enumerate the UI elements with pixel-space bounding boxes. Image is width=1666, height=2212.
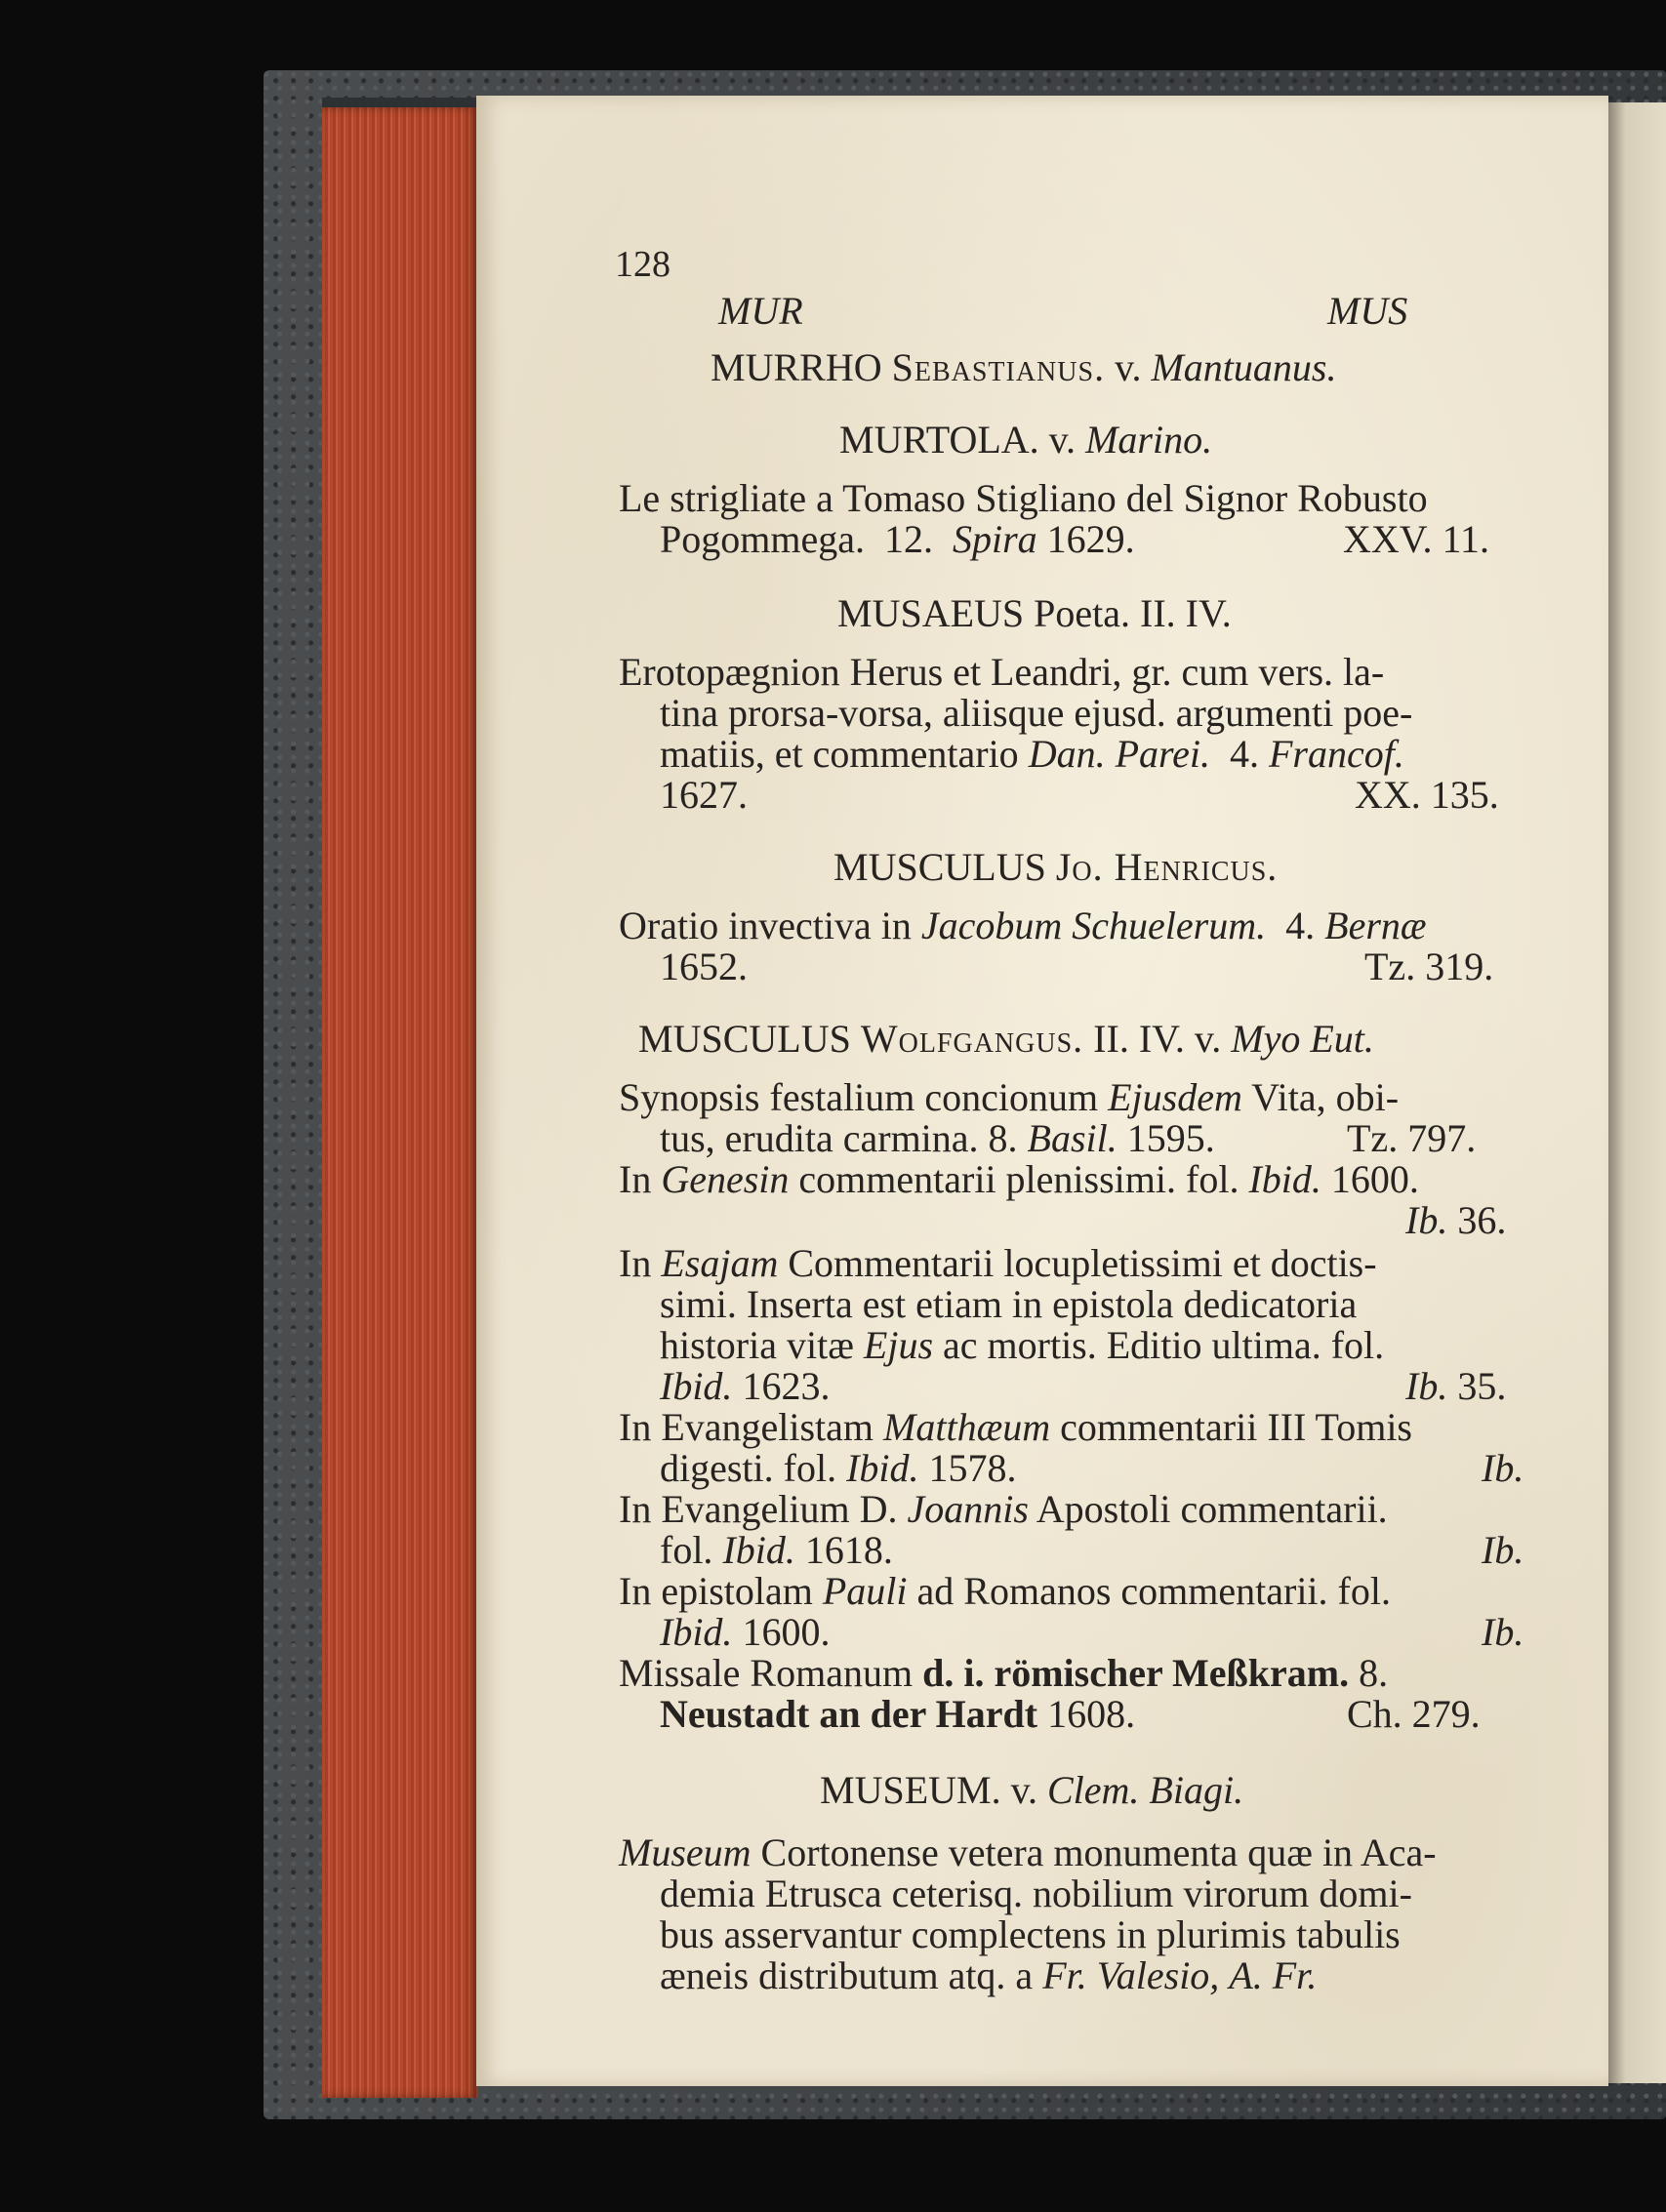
- cross-ref-marker: v.: [1048, 418, 1077, 462]
- page-number: 128: [615, 244, 670, 285]
- text-run: In epistolam: [619, 1569, 813, 1613]
- entry-line: demia Etrusca ceterisq. nobilium virorum domi-: [660, 1871, 1412, 1915]
- format: 4.: [1229, 732, 1259, 776]
- cross-ref-marker: v.: [1194, 1017, 1222, 1061]
- entry-line: [619, 905, 1427, 946]
- text-run: Pogommega.: [660, 517, 865, 561]
- text-run: commentarii III Tomis: [1060, 1405, 1412, 1449]
- text-italic: Museum: [619, 1830, 752, 1874]
- text-run: ad Romanos commentarii. fol.: [916, 1569, 1391, 1613]
- person-name: Fr. Valesio,: [1042, 1953, 1220, 1997]
- place: Francof.: [1268, 732, 1404, 776]
- text-run: Missale Romanum: [619, 1651, 914, 1695]
- year: 1578.: [928, 1446, 1017, 1490]
- cross-ref-target: Clem. Biagi.: [1047, 1768, 1244, 1812]
- text-run: fol.: [660, 1528, 713, 1572]
- text-italic: Matthæum: [883, 1405, 1051, 1449]
- place: Bernæ: [1324, 904, 1427, 947]
- text-italic: Ejusdem: [1108, 1075, 1242, 1119]
- entry-line: [619, 1407, 1412, 1448]
- text-run: 35.: [1457, 1364, 1507, 1408]
- heading-name: MUSCULUS: [833, 845, 1046, 889]
- running-head-right: MUS: [1327, 289, 1408, 333]
- entry-line: [660, 1530, 893, 1571]
- shelf-mark: Ib.: [1482, 1610, 1524, 1654]
- facing-page-edge: [1608, 102, 1666, 2083]
- place: Ibid.: [660, 1364, 733, 1408]
- place: Ibid.: [846, 1446, 919, 1490]
- text-blackletter: Neustadt an der Hardt: [660, 1692, 1038, 1736]
- entry-line: [660, 1366, 830, 1407]
- entry-heading-musculus-wolfgangus: [638, 1019, 1374, 1060]
- entry-line: [619, 1077, 1399, 1118]
- classification: II. IV.: [1093, 1017, 1185, 1061]
- entry-line: simi. Inserta est etiam in epistola dedicatoria: [660, 1282, 1358, 1326]
- text-italic: Genesin: [661, 1157, 790, 1201]
- place: Ibid.: [660, 1610, 733, 1654]
- text-run: Cortonense vetera monumenta quæ in Aca-: [760, 1830, 1437, 1874]
- text-italic: Ib.: [1405, 1364, 1448, 1408]
- entry-line: [619, 1159, 1419, 1200]
- year: 1623.: [742, 1364, 831, 1408]
- text-italic: Pauli: [822, 1569, 908, 1613]
- year: 1595.: [1126, 1116, 1215, 1160]
- text-run: In Evangelistam: [619, 1405, 874, 1449]
- format: 8.: [1359, 1651, 1389, 1695]
- text-blackletter: d. i. römischer Meßkram.: [922, 1651, 1350, 1695]
- text-run: tus, erudita carmina. 8.: [660, 1116, 1018, 1160]
- entry-heading-musaeus: MUSAEUS Poeta. II. IV.: [837, 591, 1232, 635]
- text-run: æneis distributum atq. a: [660, 1953, 1034, 1997]
- person-name: Jacobum Schuelerum.: [920, 904, 1267, 947]
- entry-heading-musculus-jo: [833, 847, 1278, 888]
- text-run: In: [619, 1157, 652, 1201]
- entry-line: Le strigliate a Tomaso Stigliano del Signor Robusto: [619, 476, 1428, 520]
- text-run: Vita, obi-: [1251, 1075, 1400, 1119]
- heading-forename: Jo. Henricus.: [1055, 845, 1279, 889]
- shelf-mark: XX. 135.: [1355, 773, 1499, 817]
- text-italic: Joannis: [907, 1487, 1029, 1531]
- cross-ref-target: Marino.: [1085, 418, 1213, 462]
- entry-line: [660, 1955, 1317, 1996]
- year: 1618.: [804, 1528, 893, 1572]
- book-page: [476, 96, 1608, 2086]
- running-head-left: MUR: [718, 289, 803, 333]
- text-run: In Evangelium D.: [619, 1487, 898, 1531]
- entry-line: [619, 1571, 1391, 1612]
- text-run: ac mortis. Editio ultima. fol.: [943, 1323, 1385, 1367]
- text-run: digesti. fol.: [660, 1446, 837, 1490]
- entry-heading-murtola: [839, 420, 1212, 461]
- shelf-mark: Tz. 797.: [1347, 1116, 1477, 1160]
- place: Basil.: [1027, 1116, 1117, 1160]
- shelf-mark: Ib.: [1482, 1446, 1524, 1490]
- place: Ibid.: [1248, 1157, 1321, 1201]
- text-run: Commentarii locupletissimi et doctis-: [788, 1241, 1377, 1285]
- shelf-mark: Ib.: [1482, 1528, 1524, 1572]
- place: Ibid.: [722, 1528, 795, 1572]
- text-italic: Ib.: [1405, 1198, 1448, 1242]
- entry-line: [660, 1325, 1384, 1366]
- entry-line: [619, 1489, 1388, 1530]
- text-run: historia vitæ: [660, 1323, 854, 1367]
- shelf-mark: XXV. 11.: [1343, 517, 1490, 561]
- red-page-edge: [322, 107, 478, 2098]
- year: 1629.: [1046, 517, 1135, 561]
- entry-heading-murrho: [711, 347, 1336, 388]
- entry-line: Erotopægnion Herus et Leandri, gr. cum vers. la-: [619, 650, 1385, 694]
- text-run: In: [619, 1241, 652, 1285]
- cross-ref-marker: v.: [1115, 345, 1142, 389]
- shelf-mark: [1405, 1366, 1506, 1407]
- heading-forename: Sebastianus.: [891, 345, 1106, 389]
- text-run: Oratio invectiva in: [619, 904, 912, 947]
- year: 1627.: [660, 773, 748, 817]
- entry-line: [660, 1612, 830, 1653]
- cross-ref-marker: v.: [1010, 1768, 1037, 1812]
- heading-name: MUSCULUS: [638, 1017, 851, 1061]
- text-run: matiis, et commentario: [660, 732, 1019, 776]
- shelf-mark: Tz. 319.: [1364, 945, 1494, 988]
- cross-ref-target: Mantuanus.: [1151, 345, 1337, 389]
- person-name: A. Fr.: [1229, 1953, 1318, 1997]
- format: 4.: [1285, 904, 1316, 947]
- entry-heading-museum: [820, 1770, 1243, 1811]
- text-run: 36.: [1457, 1198, 1507, 1242]
- heading-name: MURTOLA.: [839, 418, 1039, 462]
- heading-forename: Wolfgangus.: [860, 1017, 1084, 1061]
- heading-name: MUSEUM.: [820, 1768, 1001, 1812]
- shelf-mark: Ch. 279.: [1347, 1692, 1481, 1736]
- shelf-mark: [1405, 1200, 1506, 1241]
- text-run: commentarii plenissimi. fol.: [798, 1157, 1239, 1201]
- format: 12.: [883, 517, 933, 561]
- entry-line: [660, 1448, 1017, 1489]
- text-run: Synopsis festalium concionum: [619, 1075, 1099, 1119]
- entry-line: tina prorsa-vorsa, aliisque ejusd. argumenti poe-: [660, 691, 1413, 735]
- entry-line: bus asservantur complectens in plurimis tabulis: [660, 1912, 1401, 1956]
- author-name: Dan. Parei.: [1028, 732, 1210, 776]
- entry-line: [619, 1832, 1437, 1873]
- year: 1608.: [1047, 1692, 1136, 1736]
- entry-line: [660, 519, 1135, 560]
- place: Spira: [952, 517, 1037, 561]
- text-italic: Ejus: [863, 1323, 934, 1367]
- text-italic: Esajam: [661, 1241, 779, 1285]
- entry-line: [619, 1653, 1388, 1694]
- entry-line: [660, 734, 1404, 775]
- entry-line: [660, 1118, 1215, 1159]
- entry-line: [619, 1243, 1377, 1284]
- text-run: Apostoli commentarii.: [1036, 1487, 1388, 1531]
- cross-ref-target: Myo Eut.: [1231, 1017, 1374, 1061]
- year: 1652.: [660, 945, 748, 988]
- year: 1600.: [742, 1610, 831, 1654]
- entry-line: [660, 1694, 1135, 1735]
- year: 1600.: [1330, 1157, 1419, 1201]
- heading-name: MURRHO: [711, 345, 882, 389]
